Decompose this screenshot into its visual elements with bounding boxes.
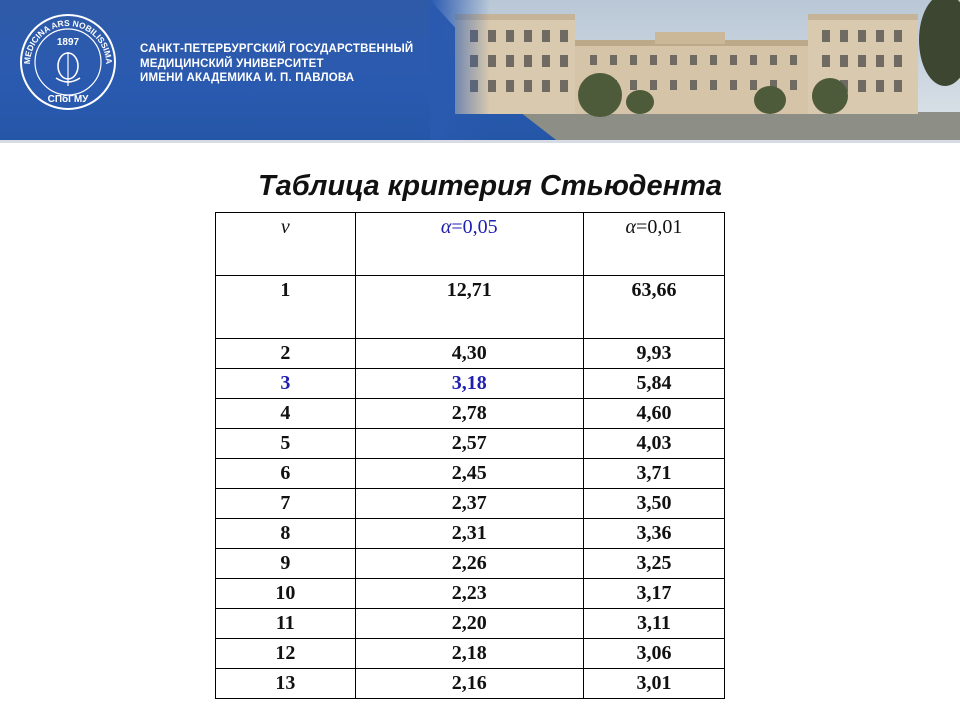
cell-alpha-001: 4,03 xyxy=(583,429,724,459)
cell-alpha-005: 4,30 xyxy=(355,339,583,369)
cell-alpha-001: 3,17 xyxy=(583,579,724,609)
cell-alpha-001: 3,50 xyxy=(583,489,724,519)
table-row-highlighted xyxy=(216,369,725,399)
table-header-row xyxy=(216,213,725,276)
cell-alpha-005: 2,16 xyxy=(355,669,583,699)
table-row xyxy=(216,669,725,699)
header-banner xyxy=(0,0,960,143)
table-row xyxy=(216,489,725,519)
svg-text:СПбГМУ: СПбГМУ xyxy=(47,94,89,105)
header-nu xyxy=(216,213,356,276)
cell-nu: 4 xyxy=(216,399,356,429)
cell-alpha-005: 3,18 xyxy=(355,369,583,399)
table-row xyxy=(216,276,725,339)
alpha-value: =0,05 xyxy=(451,216,498,238)
cell-alpha-001: 9,93 xyxy=(583,339,724,369)
cell-alpha-005: 2,23 xyxy=(355,579,583,609)
university-name xyxy=(140,42,413,86)
cell-nu: 1 xyxy=(216,276,356,339)
cell-nu: 2 xyxy=(216,339,356,369)
cell-nu: 10 xyxy=(216,579,356,609)
banner-divider xyxy=(0,140,960,143)
table-row xyxy=(216,639,725,669)
svg-text:1897: 1897 xyxy=(56,37,80,48)
university-name-line: МЕДИЦИНСКИЙ УНИВЕРСИТЕТ xyxy=(140,57,324,70)
cell-alpha-001: 3,36 xyxy=(583,519,724,549)
cell-alpha-001: 3,11 xyxy=(583,609,724,639)
table-row xyxy=(216,549,725,579)
cell-alpha-005: 2,31 xyxy=(355,519,583,549)
cell-nu: 6 xyxy=(216,459,356,489)
table-row xyxy=(216,459,725,489)
header-alpha-005 xyxy=(355,213,583,276)
cell-alpha-001: 3,01 xyxy=(583,669,724,699)
cell-nu: 3 xyxy=(216,369,356,399)
table-row xyxy=(216,519,725,549)
cell-nu: 11 xyxy=(216,609,356,639)
university-emblem-logo xyxy=(18,12,118,112)
alpha-value: =0,01 xyxy=(636,216,683,238)
cell-alpha-005: 12,71 xyxy=(355,276,583,339)
header-alpha-001 xyxy=(583,213,724,276)
cell-nu: 13 xyxy=(216,669,356,699)
cell-alpha-001: 3,71 xyxy=(583,459,724,489)
cell-alpha-005: 2,45 xyxy=(355,459,583,489)
cell-alpha-001: 3,25 xyxy=(583,549,724,579)
cell-nu: 7 xyxy=(216,489,356,519)
table-row xyxy=(216,339,725,369)
cell-nu: 8 xyxy=(216,519,356,549)
table-row xyxy=(216,609,725,639)
cell-alpha-005: 2,26 xyxy=(355,549,583,579)
cell-alpha-005: 2,18 xyxy=(355,639,583,669)
svg-text:MEDICINA ARS NOBILISSIMA: MEDICINA ARS NOBILISSIMA xyxy=(21,17,115,65)
table-row xyxy=(216,429,725,459)
cell-nu: 5 xyxy=(216,429,356,459)
cell-alpha-005: 2,57 xyxy=(355,429,583,459)
slide-title: Таблица критерия Стьюдента xyxy=(257,170,723,202)
university-name-line: ИМЕНИ АКАДЕМИКА И. П. ПАВЛОВА xyxy=(140,72,355,84)
cell-nu: 12 xyxy=(216,639,356,669)
student-t-table xyxy=(215,212,725,699)
cell-alpha-005: 2,20 xyxy=(355,609,583,639)
alpha-symbol: α xyxy=(625,216,637,238)
cell-alpha-005: 2,37 xyxy=(355,489,583,519)
cell-alpha-001: 5,84 xyxy=(583,369,724,399)
alpha-symbol: α xyxy=(440,216,452,238)
cell-alpha-001: 3,06 xyxy=(583,639,724,669)
cell-alpha-001: 63,66 xyxy=(583,276,724,339)
table-row xyxy=(216,579,725,609)
table-row xyxy=(216,399,725,429)
cell-nu: 9 xyxy=(216,549,356,579)
cell-alpha-001: 4,60 xyxy=(583,399,724,429)
university-name-line: САНКТ-ПЕТЕРБУРГСКИЙ ГОСУДАРСТВЕННЫЙ xyxy=(140,43,414,55)
nu-symbol: ν xyxy=(280,216,290,238)
cell-alpha-005: 2,78 xyxy=(355,399,583,429)
